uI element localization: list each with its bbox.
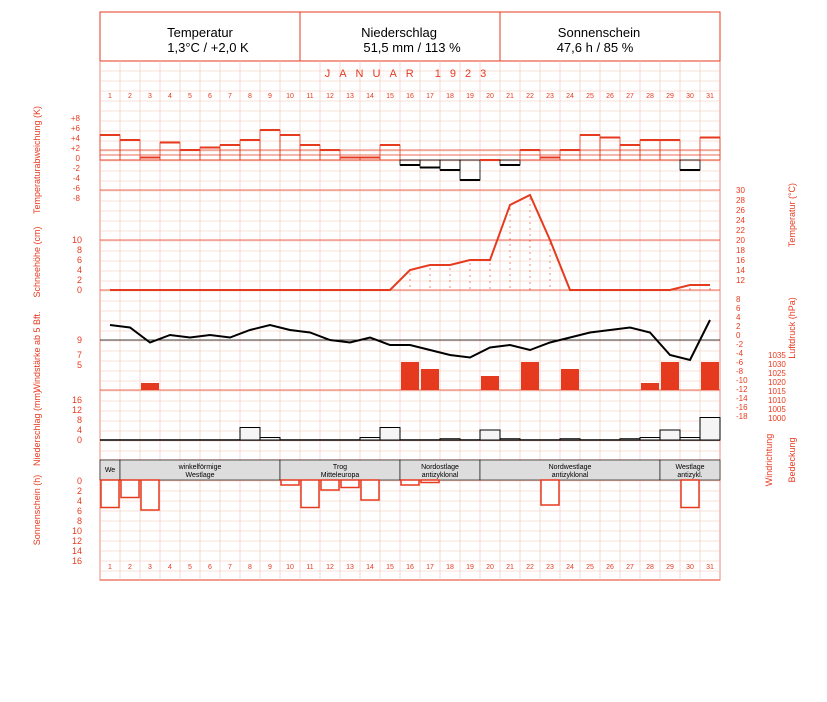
snow-dot bbox=[509, 208, 510, 209]
temp-deviation-bar bbox=[300, 145, 320, 160]
day-label-top: 26 bbox=[606, 93, 614, 100]
precip-bar bbox=[380, 428, 400, 441]
temperature-tick: 18 bbox=[736, 246, 745, 255]
snow-dot bbox=[529, 276, 530, 277]
sunshine-tick: 14 bbox=[71, 546, 82, 556]
day-label-top: 14 bbox=[366, 93, 374, 100]
temperature-tick: 20 bbox=[736, 236, 745, 245]
precip-tick: 8 bbox=[76, 415, 82, 425]
temperature-tick: 28 bbox=[736, 196, 745, 205]
sunshine-bar bbox=[281, 480, 299, 485]
day-label-bottom: 25 bbox=[586, 564, 594, 571]
snow-dot bbox=[549, 255, 550, 256]
snow-dot bbox=[489, 287, 490, 288]
wind-bar bbox=[421, 369, 439, 390]
temp-deviation-bar bbox=[280, 135, 300, 160]
snow-dot bbox=[409, 273, 410, 274]
wind-bar bbox=[481, 376, 499, 390]
snow-tick: 2 bbox=[76, 275, 82, 285]
day-label-bottom: 14 bbox=[366, 564, 374, 571]
snow-dot bbox=[509, 286, 510, 287]
precip-axis-title: Niederschlag (mm) bbox=[32, 389, 42, 467]
day-label-top: 28 bbox=[646, 93, 654, 100]
weather-type-label: antizyklonal bbox=[421, 472, 459, 479]
snow-tick: 10 bbox=[71, 235, 82, 245]
precip-bar bbox=[500, 439, 520, 440]
snow-dot bbox=[529, 222, 530, 223]
temp-deviation-tick: -8 bbox=[72, 194, 80, 203]
day-label-bottom: 9 bbox=[268, 564, 272, 571]
snow-dot bbox=[549, 267, 550, 268]
pressure-right-tick: 8 bbox=[736, 295, 741, 304]
temp-deviation-tick: 0 bbox=[75, 154, 80, 163]
snow-tick: 0 bbox=[76, 285, 82, 295]
day-label-bottom: 26 bbox=[606, 564, 614, 571]
precipitation-value: 51,5 mm / 113 % bbox=[363, 40, 461, 55]
precip-bar bbox=[440, 439, 460, 440]
day-label-top: 3 bbox=[148, 93, 152, 100]
snow-dot bbox=[449, 268, 450, 269]
day-label-bottom: 30 bbox=[686, 564, 694, 571]
day-label-bottom: 1 bbox=[108, 564, 112, 571]
precip-bar bbox=[620, 439, 640, 440]
precip-bar bbox=[260, 438, 280, 441]
temp-deviation-tick: +6 bbox=[70, 124, 80, 133]
snow-dot bbox=[509, 238, 510, 239]
snow-dot bbox=[549, 249, 550, 250]
day-label-bottom: 16 bbox=[406, 564, 414, 571]
pressure-right-tick: -2 bbox=[736, 340, 744, 349]
day-label-bottom: 4 bbox=[168, 564, 172, 571]
sunshine-tick: 10 bbox=[71, 526, 82, 536]
day-label-top: 24 bbox=[566, 93, 574, 100]
wind-tick: 7 bbox=[76, 350, 82, 360]
day-label-top: 30 bbox=[686, 93, 694, 100]
day-label-bottom: 28 bbox=[646, 564, 654, 571]
day-label-bottom: 11 bbox=[306, 564, 314, 571]
snow-dot bbox=[489, 281, 490, 282]
temp-deviation-bar bbox=[620, 145, 640, 160]
day-label-bottom: 31 bbox=[706, 564, 714, 571]
pressure-tick: 1000 bbox=[768, 414, 786, 423]
snow-axis-title: Schneehöhe (cm) bbox=[32, 226, 42, 298]
temp-deviation-tick: +2 bbox=[70, 144, 80, 153]
snow-dot bbox=[549, 285, 550, 286]
temp-deviation-bar bbox=[360, 158, 380, 161]
snow-dot bbox=[549, 261, 550, 262]
pressure-right-tick: 2 bbox=[736, 322, 741, 331]
snow-dot bbox=[529, 246, 530, 247]
snow-dot bbox=[509, 220, 510, 221]
temperature-tick: 16 bbox=[736, 256, 745, 265]
sunshine-bar bbox=[101, 480, 119, 508]
temp-deviation-bar bbox=[680, 160, 700, 170]
wind-bar bbox=[401, 362, 419, 390]
day-label-bottom: 22 bbox=[526, 564, 534, 571]
chart-marks bbox=[100, 130, 720, 510]
snow-dot bbox=[549, 243, 550, 244]
weather-type-label: Trog bbox=[332, 464, 348, 471]
snow-dot bbox=[529, 210, 530, 211]
snow-dot bbox=[509, 268, 510, 269]
pressure-right-tick: 6 bbox=[736, 304, 741, 313]
snow-dot bbox=[529, 240, 530, 241]
sunshine-bar bbox=[401, 480, 419, 485]
sunshine-tick: 16 bbox=[71, 556, 82, 566]
day-label-top: 10 bbox=[286, 93, 294, 100]
temperature-tick: 22 bbox=[736, 226, 745, 235]
pressure-right-tick: -18 bbox=[736, 412, 748, 421]
snow-dot bbox=[509, 250, 510, 251]
snow-tick: 6 bbox=[76, 255, 82, 265]
sunshine-bar bbox=[341, 480, 359, 488]
temp-deviation-bar bbox=[260, 130, 280, 160]
wind-bar bbox=[661, 362, 679, 390]
weather-type-label: Westlage bbox=[185, 472, 215, 479]
pressure-right-tick: -8 bbox=[736, 367, 744, 376]
temp-deviation-bar bbox=[100, 135, 120, 160]
snow-dot bbox=[509, 280, 510, 281]
precip-tick: 4 bbox=[76, 425, 82, 435]
precipitation-label: Niederschlag bbox=[361, 25, 437, 40]
pressure-tick: 1005 bbox=[768, 405, 786, 414]
weather-type-label: Mitteleuropa bbox=[320, 472, 360, 479]
snow-dot bbox=[509, 244, 510, 245]
day-label-bottom: 13 bbox=[346, 564, 354, 571]
snow-dot bbox=[509, 262, 510, 263]
day-label-top: 27 bbox=[626, 93, 634, 100]
sunshine-tick: 8 bbox=[76, 516, 82, 526]
pressure-right-tick: 4 bbox=[736, 313, 741, 322]
sunshine-tick: 4 bbox=[76, 496, 82, 506]
precip-bar bbox=[360, 438, 380, 441]
sunshine-bar bbox=[121, 480, 139, 498]
pressure-tick: 1030 bbox=[768, 360, 786, 369]
precip-bar bbox=[680, 438, 700, 441]
day-label-top: 21 bbox=[506, 93, 514, 100]
snow-dot bbox=[449, 274, 450, 275]
temp-deviation-bar bbox=[220, 145, 240, 160]
temperature-tick: 26 bbox=[736, 206, 745, 215]
wind-axis-title: Windstärke ab 5 Bft. bbox=[32, 311, 42, 393]
snow-dot bbox=[529, 216, 530, 217]
day-label-top: 29 bbox=[666, 93, 674, 100]
temp-deviation-tick: -2 bbox=[72, 164, 80, 173]
snow-dot bbox=[509, 226, 510, 227]
temperature-tick: 14 bbox=[736, 266, 745, 275]
day-label-top: 16 bbox=[406, 93, 414, 100]
day-label-bottom: 29 bbox=[666, 564, 674, 571]
precip-tick: 0 bbox=[76, 435, 82, 445]
snow-dot bbox=[529, 198, 530, 199]
sunshine-bar bbox=[301, 480, 319, 508]
precip-bar bbox=[560, 439, 580, 440]
snow-dot bbox=[549, 279, 550, 280]
temp-deviation-bar bbox=[440, 160, 460, 170]
precip-bar bbox=[480, 430, 500, 440]
temperature-tick: 30 bbox=[736, 186, 745, 195]
sunshine-tick: 2 bbox=[76, 486, 82, 496]
day-label-bottom: 7 bbox=[228, 564, 232, 571]
temp-deviation-bar bbox=[380, 145, 400, 160]
pressure-right-tick: -14 bbox=[736, 394, 748, 403]
weather-type-label: antizyklonal bbox=[551, 472, 589, 479]
snow-dot bbox=[529, 270, 530, 271]
snow-dot bbox=[489, 269, 490, 270]
snow-dot bbox=[529, 234, 530, 235]
snow-dot bbox=[509, 214, 510, 215]
day-label-bottom: 5 bbox=[188, 564, 192, 571]
weather-type-label: winkelförmige bbox=[178, 464, 222, 471]
sunshine-bar bbox=[681, 480, 699, 508]
sunshine-bar bbox=[541, 480, 559, 505]
day-label-top: 7 bbox=[228, 93, 232, 100]
snow-dot bbox=[509, 274, 510, 275]
day-label-top: 17 bbox=[426, 93, 434, 100]
day-label-bottom: 15 bbox=[386, 564, 394, 571]
sunshine-tick: 0 bbox=[76, 476, 82, 486]
snow-dot bbox=[429, 268, 430, 269]
sunshine-bar bbox=[361, 480, 379, 500]
weather-type-label: Nordwestlage bbox=[548, 464, 592, 471]
precip-bar bbox=[240, 428, 260, 441]
day-label-top: 15 bbox=[386, 93, 394, 100]
snow-dot bbox=[469, 281, 470, 282]
temperature-tick: 12 bbox=[736, 276, 745, 285]
snow-dot bbox=[509, 256, 510, 257]
precip-bar bbox=[640, 438, 660, 441]
day-label-top: 11 bbox=[306, 93, 314, 100]
snow-dot bbox=[529, 228, 530, 229]
temperature-tick: 24 bbox=[736, 216, 745, 225]
temp-deviation-tick: +8 bbox=[70, 114, 80, 123]
day-label-bottom: 18 bbox=[446, 564, 454, 571]
temp-deviation-bar bbox=[460, 160, 480, 180]
temperature-label: Temperatur bbox=[167, 25, 233, 40]
snow-dot bbox=[469, 275, 470, 276]
sunshine-label: Sonnenschein bbox=[557, 25, 641, 40]
wind-bar bbox=[141, 383, 159, 390]
temp-deviation-tick: -6 bbox=[72, 184, 80, 193]
day-label-top: 19 bbox=[466, 93, 474, 100]
temp-deviation-tick: -4 bbox=[72, 174, 80, 183]
sunshine-tick: 6 bbox=[76, 506, 82, 516]
day-label-bottom: 27 bbox=[626, 564, 634, 571]
wind-bar bbox=[521, 362, 539, 390]
snow-dot bbox=[529, 204, 530, 205]
precip-tick: 12 bbox=[71, 405, 82, 415]
weather-type-label: We bbox=[104, 467, 116, 474]
temperature-value: 1,3°C / +2,0 K bbox=[167, 40, 249, 55]
sunshine-tick: 12 bbox=[71, 536, 82, 546]
day-label-bottom: 2 bbox=[128, 564, 132, 571]
pressure-tick: 1010 bbox=[768, 396, 786, 405]
snow-dot bbox=[689, 288, 690, 289]
day-label-bottom: 6 bbox=[208, 564, 212, 571]
snow-dot bbox=[469, 263, 470, 264]
day-label-bottom: 10 bbox=[286, 564, 294, 571]
day-label-bottom: 17 bbox=[426, 564, 434, 571]
snow-dot bbox=[449, 286, 450, 287]
wind-bar bbox=[561, 369, 579, 390]
wind-bar bbox=[701, 362, 719, 390]
day-label-bottom: 8 bbox=[248, 564, 252, 571]
pressure-right-tick: -12 bbox=[736, 385, 748, 394]
snow-dot bbox=[449, 280, 450, 281]
weather-type-label: antizykl. bbox=[677, 472, 703, 479]
day-label-top: 1 bbox=[108, 93, 112, 100]
pressure-tick: 1020 bbox=[768, 378, 786, 387]
snow-dot bbox=[529, 282, 530, 283]
day-label-bottom: 20 bbox=[486, 564, 494, 571]
snow-dot bbox=[489, 275, 490, 276]
temp-deviation-bar bbox=[340, 158, 360, 161]
temp-deviation-bar bbox=[540, 158, 560, 161]
temp-deviation-axis-title: Temperaturabweichung (K) bbox=[32, 105, 42, 215]
day-label-bottom: 3 bbox=[148, 564, 152, 571]
day-label-bottom: 21 bbox=[506, 564, 514, 571]
precip-bar bbox=[700, 418, 720, 441]
wind-bar bbox=[641, 383, 659, 390]
day-label-top: 31 bbox=[706, 93, 714, 100]
pressure-right-tick: -6 bbox=[736, 358, 744, 367]
weather-type-label: Nordostlage bbox=[421, 464, 459, 471]
snow-dot bbox=[509, 232, 510, 233]
pressure-right-tick: -16 bbox=[736, 403, 748, 412]
sunshine-value: 47,6 h / 85 % bbox=[556, 40, 634, 55]
pressure-tick: 1025 bbox=[768, 369, 786, 378]
day-label-top: 20 bbox=[486, 93, 494, 100]
snow-dot bbox=[429, 274, 430, 275]
day-label-top: 2 bbox=[128, 93, 132, 100]
month-title: JANUAR 1923 bbox=[324, 68, 496, 80]
cloud-axis-title: Bedeckung bbox=[787, 437, 797, 483]
snow-dot bbox=[489, 263, 490, 264]
temperature-axis-title: Temperatur (°C) bbox=[787, 182, 797, 248]
day-label-top: 13 bbox=[346, 93, 354, 100]
precip-bar bbox=[660, 430, 680, 440]
day-label-bottom: 24 bbox=[566, 564, 574, 571]
snow-dot bbox=[429, 280, 430, 281]
snow-dot bbox=[469, 287, 470, 288]
snow-tick: 8 bbox=[76, 245, 82, 255]
sunshine-axis-title: Sonnenschein (h) bbox=[32, 474, 42, 546]
pressure-right-tick: 0 bbox=[736, 331, 741, 340]
temp-deviation-bar bbox=[580, 135, 600, 160]
snow-dot bbox=[429, 286, 430, 287]
temp-deviation-tick: +4 bbox=[70, 134, 80, 143]
precip-tick: 16 bbox=[71, 395, 82, 405]
pressure-tick: 1035 bbox=[768, 351, 786, 360]
snow-dot bbox=[529, 264, 530, 265]
day-label-top: 18 bbox=[446, 93, 454, 100]
day-label-top: 25 bbox=[586, 93, 594, 100]
snow-dot bbox=[549, 273, 550, 274]
snow-dot bbox=[409, 285, 410, 286]
day-label-bottom: 12 bbox=[326, 564, 334, 571]
day-label-bottom: 19 bbox=[466, 564, 474, 571]
wind-tick: 5 bbox=[76, 360, 82, 370]
snow-dot bbox=[529, 288, 530, 289]
weather-type-label: Westlage bbox=[675, 464, 705, 471]
pressure-axis-title: Luftdruck (hPa) bbox=[787, 297, 797, 359]
day-label-top: 6 bbox=[208, 93, 212, 100]
snow-dot bbox=[709, 288, 710, 289]
day-label-top: 12 bbox=[326, 93, 334, 100]
sunshine-bar bbox=[141, 480, 159, 510]
pressure-right-tick: -4 bbox=[736, 349, 744, 358]
snow-dot bbox=[529, 252, 530, 253]
temp-deviation-bar bbox=[200, 148, 220, 161]
day-label-top: 22 bbox=[526, 93, 534, 100]
snow-tick: 4 bbox=[76, 265, 82, 275]
pressure-right-tick: -10 bbox=[736, 376, 748, 385]
sunshine-bar bbox=[421, 480, 439, 483]
sunshine-bar bbox=[321, 480, 339, 490]
day-label-top: 9 bbox=[268, 93, 272, 100]
day-label-top: 23 bbox=[546, 93, 554, 100]
wind-direction-axis-title: Windrichtung bbox=[764, 433, 774, 487]
temp-deviation-bar bbox=[140, 158, 160, 161]
day-label-top: 5 bbox=[188, 93, 192, 100]
snow-dot bbox=[409, 279, 410, 280]
wind-tick: 9 bbox=[76, 335, 82, 345]
day-label-top: 4 bbox=[168, 93, 172, 100]
day-label-top: 8 bbox=[248, 93, 252, 100]
snow-dot bbox=[469, 269, 470, 270]
snow-dot bbox=[529, 258, 530, 259]
day-label-bottom: 23 bbox=[546, 564, 554, 571]
pressure-tick: 1015 bbox=[768, 387, 786, 396]
